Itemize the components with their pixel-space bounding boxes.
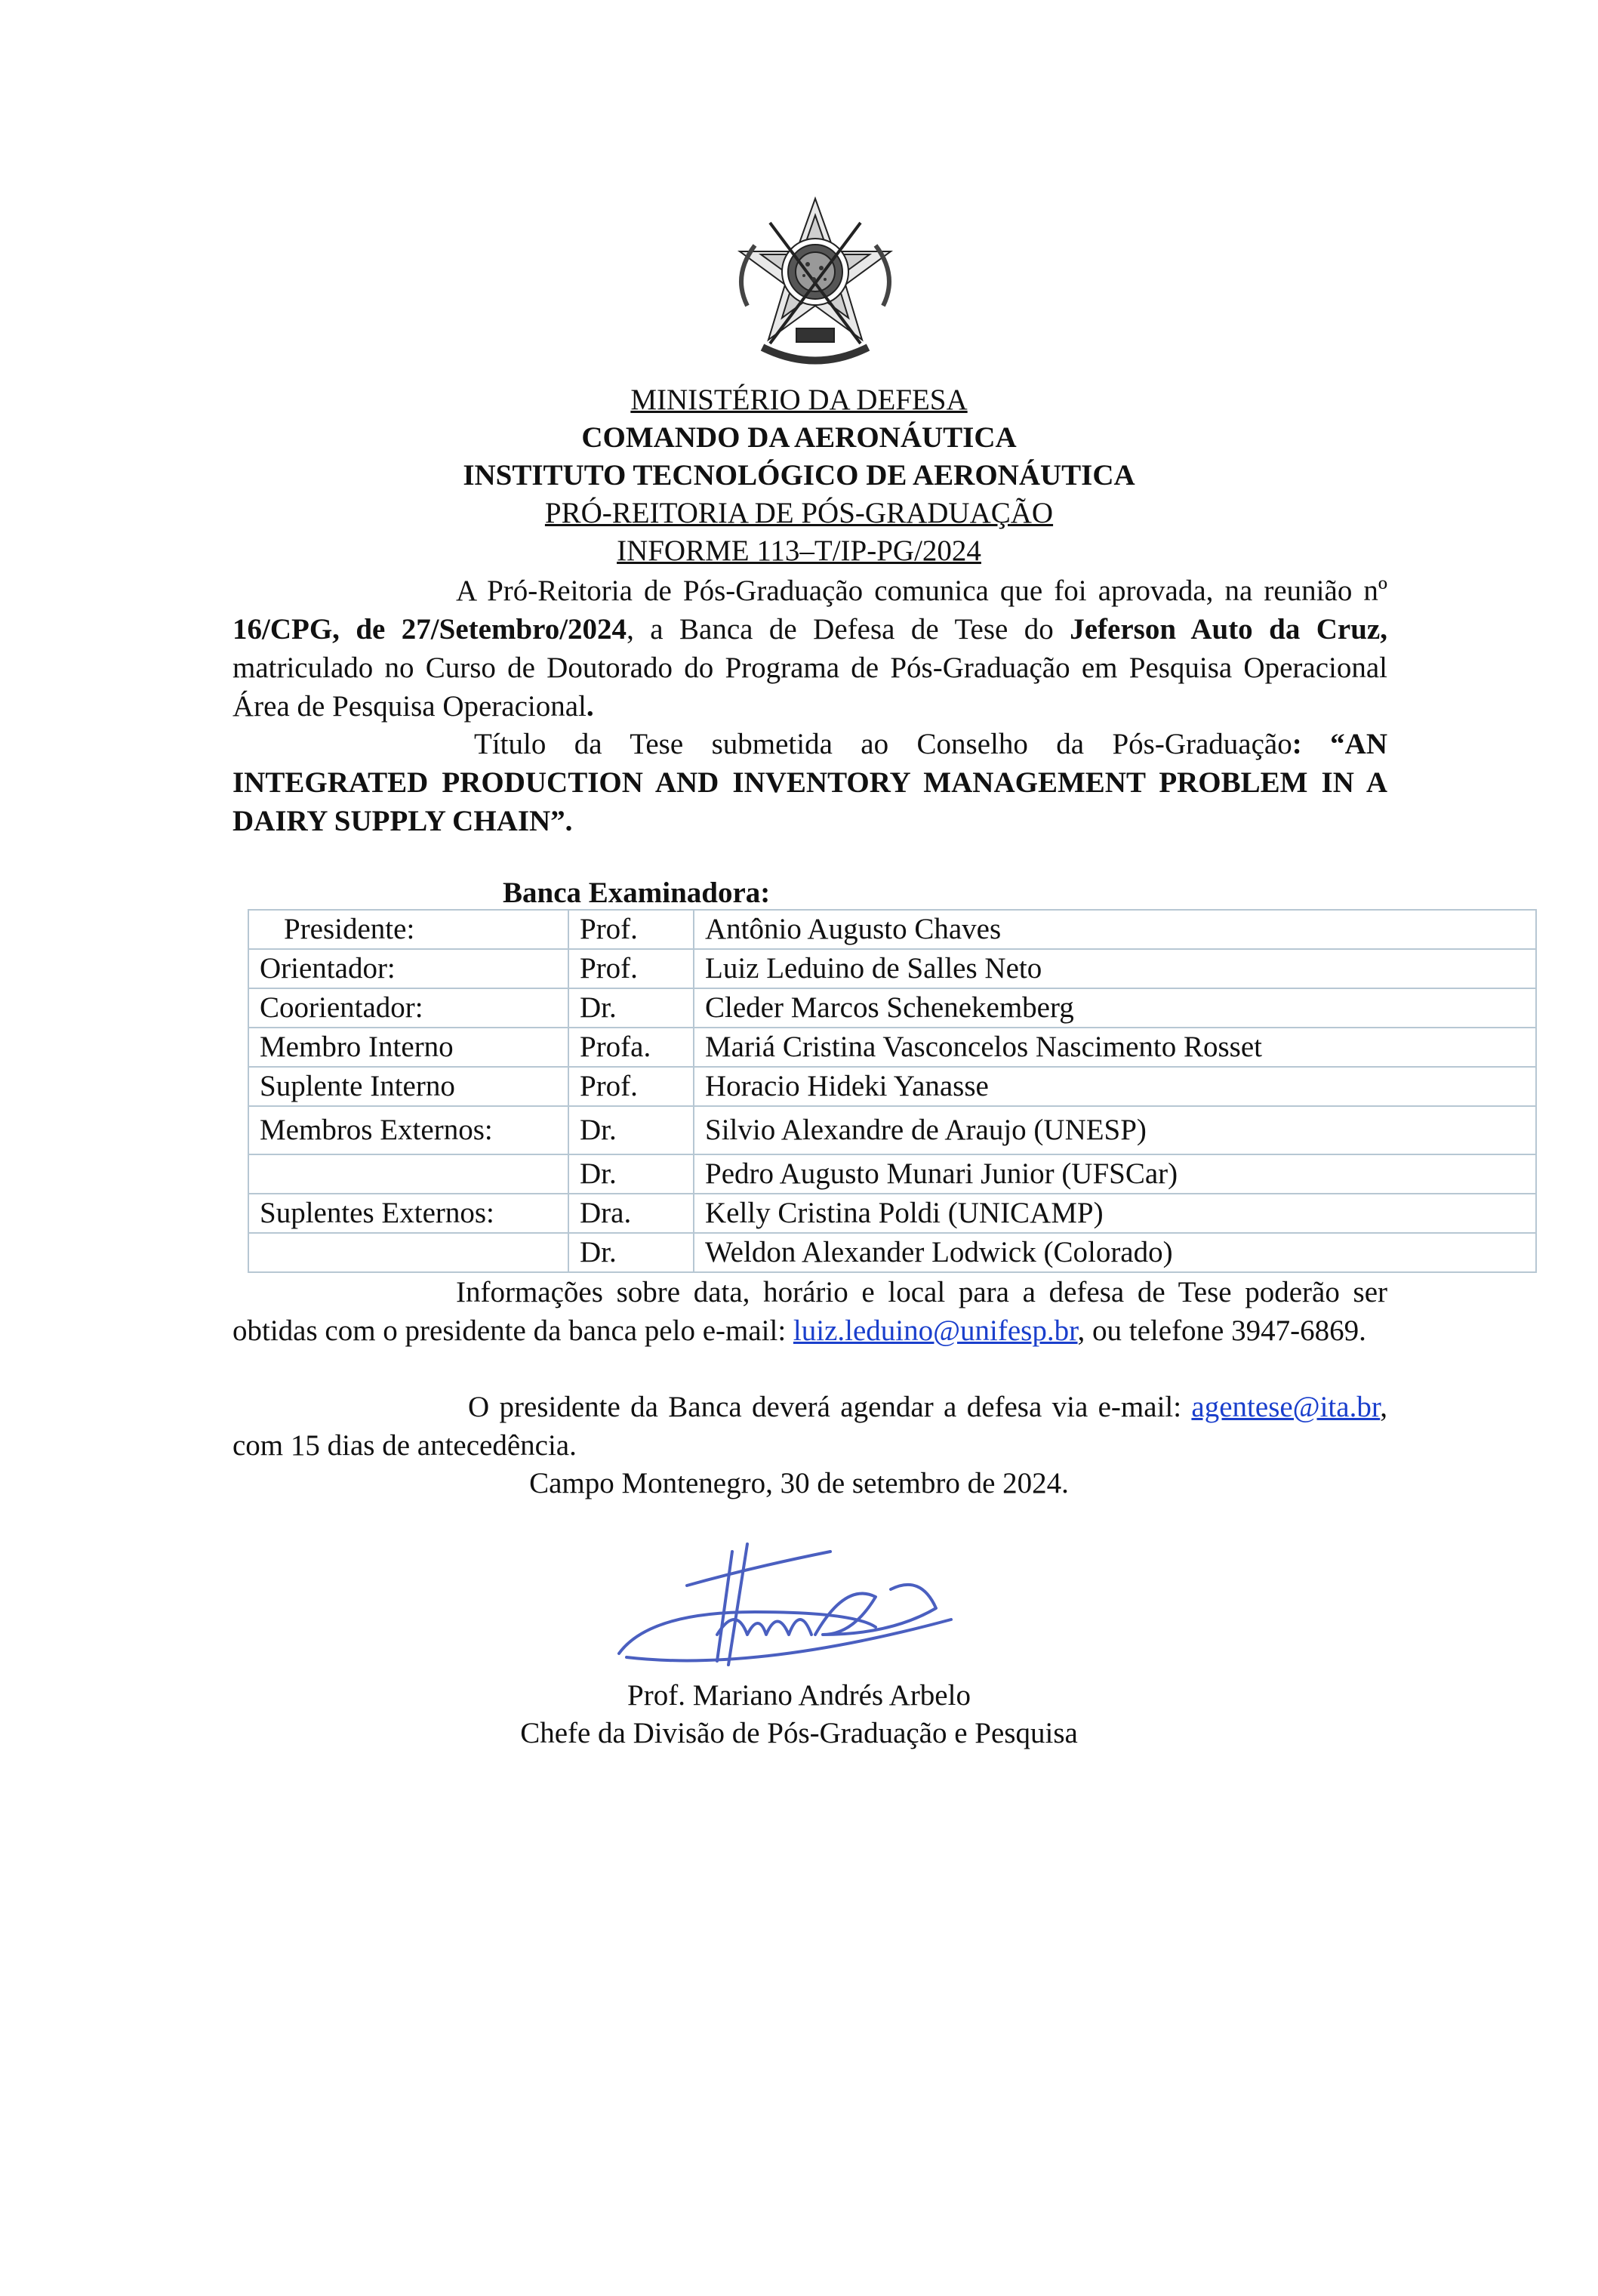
banca-title-cell: Prof. (568, 1067, 694, 1106)
thesis-title: “AN INTEGRATED PRODUCTION AND INVENTORY MANAGEMENT PROBLEM IN A DAIRY SUPPLY CHAIN”. (232, 728, 1387, 837)
scheduling-paragraph (232, 1388, 1387, 1465)
banca-table-row (248, 1067, 1536, 1106)
scheduling-text-end: , com 15 dias de antecedência. (232, 1391, 1387, 1462)
banca-title-cell: Dra. (568, 1194, 694, 1233)
meeting-reference: 16/CPG, de 27/Setembro/2024 (232, 613, 627, 646)
approval-text-start: A Pró-Reitoria de Pós-Graduação comunica que foi aprovada, na reunião nº (456, 575, 1387, 607)
info-text: Informações sobre data, horário e local para a defesa de Tese poderão ser obtidas com o presidente da banca pelo e-mail: (232, 1276, 1387, 1347)
banca-table-row (248, 949, 1536, 988)
banca-role-cell: Orientador: (248, 949, 568, 988)
banca-name-cell: Antônio Augusto Chaves (694, 910, 1536, 949)
banca-label: Banca Examinadora: (503, 877, 771, 909)
signer-name: Prof. Mariano Andrés Arbelo (627, 1679, 971, 1712)
thesis-title-paragraph (232, 725, 1387, 840)
banca-name-cell: Horacio Hideki Yanasse (694, 1067, 1536, 1106)
banca-role-cell (248, 1233, 568, 1272)
banca-role-cell: Suplentes Externos: (248, 1194, 568, 1233)
signature-image (604, 1521, 996, 1680)
header-command: COMANDO DA AERONÁUTICA (581, 421, 1017, 454)
banca-name-cell: Kelly Cristina Poldi (UNICAMP) (694, 1194, 1536, 1233)
info-paragraph (232, 1273, 1387, 1350)
president-email-link[interactable]: luiz.leduino@unifesp.br (793, 1314, 1078, 1347)
agentese-email-link[interactable]: agentese@ita.br (1191, 1391, 1381, 1423)
banca-name-cell: Silvio Alexandre de Araujo (UNESP) (694, 1106, 1536, 1154)
info-phone-text: , ou telefone 3947-6869. (1077, 1314, 1366, 1347)
place-date: Campo Montenegro, 30 de setembro de 2024. (529, 1467, 1069, 1499)
approval-period: . (586, 690, 594, 723)
banca-title-cell: Dr. (568, 1233, 694, 1272)
banca-role-cell: Suplente Interno (248, 1067, 568, 1106)
banca-table-row (248, 1106, 1536, 1154)
header-office: PRÓ-REITORIA DE PÓS-GRADUAÇÃO (544, 497, 1054, 529)
banca-title-cell: Prof. (568, 910, 694, 949)
banca-name-cell: Weldon Alexander Lodwick (Colorado) (694, 1233, 1536, 1272)
thesis-title-colon: : (1292, 728, 1302, 760)
header-ministry: MINISTÉRIO DA DEFESA (630, 384, 968, 416)
banca-name-cell: Luiz Leduino de Salles Neto (694, 949, 1536, 988)
banca-table-row (248, 1028, 1536, 1067)
header-informe: INFORME 113–T/IP-PG/2024 (617, 535, 981, 567)
banca-name-cell: Pedro Augusto Munari Junior (UFSCar) (694, 1154, 1536, 1194)
banca-role-cell (248, 1154, 568, 1194)
banca-title-cell: Profa. (568, 1028, 694, 1067)
approval-text-mid: , a Banca de Defesa de Tese do (627, 613, 1070, 646)
banca-name-cell: Cleder Marcos Schenekemberg (694, 988, 1536, 1028)
student-name: Jeferson Auto da Cruz, (1070, 613, 1387, 646)
banca-title-cell: Dr. (568, 1154, 694, 1194)
banca-role-cell: Coorientador: (248, 988, 568, 1028)
banca-table-row (248, 910, 1536, 949)
approval-text-end: matriculado no Curso de Doutorado do Programa de Pós-Graduação em Pesquisa Operacional Área de Pesquisa Operacional (232, 652, 1387, 723)
scheduling-text: O presidente da Banca deverá agendar a defesa via e-mail: (468, 1391, 1192, 1423)
banca-title-cell: Dr. (568, 1106, 694, 1154)
banca-title-cell: Prof. (568, 949, 694, 988)
banca-table (248, 909, 1537, 1273)
banca-table-row (248, 1233, 1536, 1272)
thesis-title-intro: Título da Tese submetida ao Conselho da Pós-Graduação (474, 728, 1292, 760)
banca-role-cell: Membros Externos: (248, 1106, 568, 1154)
signer-role: Chefe da Divisão de Pós-Graduação e Pesquisa (520, 1717, 1078, 1749)
header-institute: INSTITUTO TECNOLÓGICO DE AERONÁUTICA (463, 459, 1135, 492)
approval-paragraph (232, 572, 1387, 726)
banca-title-cell: Dr. (568, 988, 694, 1028)
banca-table-row (248, 1154, 1536, 1194)
coat-of-arms-emblem (725, 193, 906, 374)
banca-role-cell: Membro Interno (248, 1028, 568, 1067)
banca-table-row (248, 1194, 1536, 1233)
banca-role-cell: Presidente: (248, 910, 568, 949)
banca-name-cell: Mariá Cristina Vasconcelos Nascimento Rosset (694, 1028, 1536, 1067)
banca-table-row (248, 988, 1536, 1028)
